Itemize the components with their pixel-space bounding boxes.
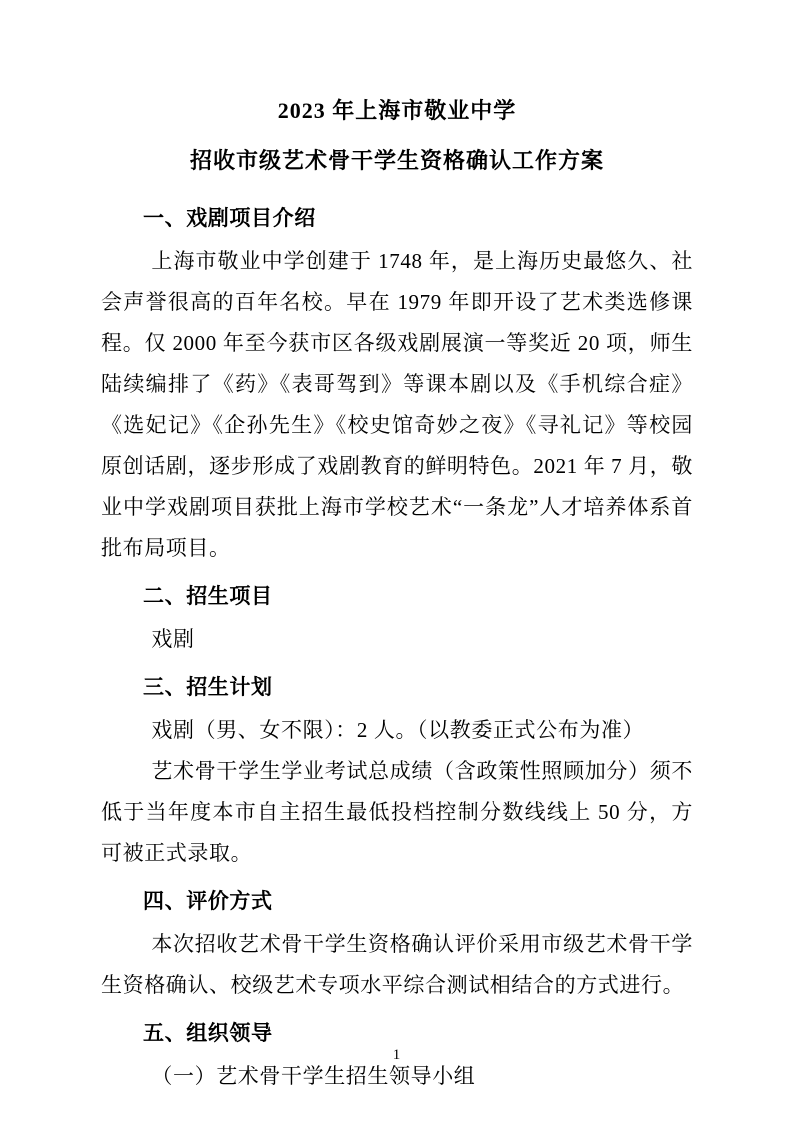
section-heading: 三、招生计划 bbox=[143, 675, 273, 699]
document-content bbox=[101, 86, 693, 1097]
section-heading: 五、组织领导 bbox=[143, 1021, 273, 1045]
document-title-line1: 2023 年上海市敬业中学 bbox=[277, 98, 517, 123]
page-number: 1 bbox=[392, 1047, 401, 1063]
paragraph: 戏剧 bbox=[151, 627, 195, 651]
paragraph: 上海市敬业中学创建于 1748 年，是上海历史最悠久、社会声誉很高的百年名校。早在 1979 年即开设了艺术类选修课程。仅 2000 年至今获市区各级戏剧展演一等奖近 20 项，师生陆续编排了《药》《表哥驾到》等课本剧以及《手机综合症》《选妃记》《企孙先生》《校史馆奇妙之夜》《寻礼记》等校园原创话剧，逐步形成了戏剧教育的鲜明特色。2021 年 7 月，敬业中学戏剧项目获批上海市学校艺术“一条龙”人才培养体系首批布局项目。 bbox=[101, 249, 693, 560]
section-heading: 四、评价方式 bbox=[143, 889, 273, 913]
document-title-line2: 招收市级艺术骨干学生资格确认工作方案 bbox=[189, 148, 604, 173]
paragraph: （一）艺术骨干学生招生领导小组 bbox=[151, 1064, 476, 1088]
paragraph: 戏剧（男、女不限）：2 人。（以教委正式公布为准） bbox=[151, 718, 645, 742]
section-heading: 二、招生项目 bbox=[143, 584, 273, 608]
paragraph: 艺术骨干学生学业考试总成绩（含政策性照顾加分）须不低于当年度本市自主招生最低投档控制分数线线上 50 分，方可被正式录取。 bbox=[101, 759, 693, 865]
paragraph: 本次招收艺术骨干学生资格确认评价采用市级艺术骨干学生资格确认、校级艺术专项水平综合测试相结合的方式进行。 bbox=[101, 932, 693, 997]
document-body bbox=[101, 198, 693, 1097]
section-heading: 一、戏剧项目介绍 bbox=[143, 206, 316, 230]
